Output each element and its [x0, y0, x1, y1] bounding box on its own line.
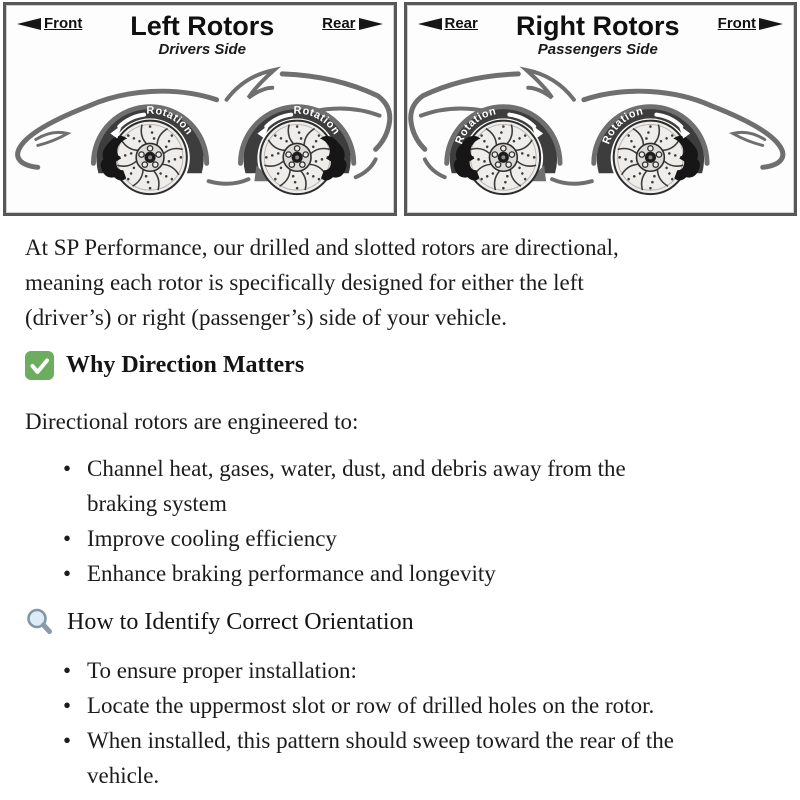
left-panel-header: [6, 5, 394, 58]
article-body: [0, 216, 800, 793]
intro-paragraph: [25, 230, 775, 335]
front-label: [718, 15, 785, 32]
list-item-line: Enhance braking performance and longevity: [87, 561, 496, 586]
list-item: [25, 653, 775, 688]
list-item-line: Locate the uppermost slot or row of drilled holes on the rotor.: [87, 693, 655, 718]
intro-line-1: At SP Performance, our drilled and slotted rotors are directional,: [25, 235, 619, 260]
panel-title: Right Rotors: [516, 11, 680, 41]
bullet-marker: •: [63, 728, 72, 753]
intro-line-3: (driver’s) or right (passenger’s) side of your vehicle.: [25, 305, 508, 330]
panel-title: Left Rotors: [130, 11, 275, 41]
list-item-line: vehicle.: [87, 763, 160, 788]
check-icon: [25, 351, 54, 380]
orientation-steps-list: [25, 653, 775, 793]
list-item: [25, 723, 775, 793]
list-item-line: When installed, this pattern should sweep toward the rear of the: [87, 728, 674, 753]
bullet-marker: •: [63, 658, 72, 683]
right-panel-title-wrap: [516, 12, 679, 58]
rotor-direction-diagram: [0, 0, 800, 216]
bullet-marker: •: [63, 561, 72, 586]
rear-label-text: Rear: [444, 15, 478, 32]
benefits-list: [25, 451, 775, 591]
why-direction-matters-heading: [25, 347, 775, 383]
left-arrow-icon: [15, 17, 41, 31]
rotation-text: Rotation: [146, 104, 196, 138]
front-label-text: Front: [44, 15, 83, 32]
right-arrow-icon: [759, 17, 785, 31]
rotation-text: Rotation: [293, 104, 343, 138]
rear-label-text: Rear: [322, 15, 356, 32]
bullet-marker: •: [63, 693, 72, 718]
left-panel-title-wrap: [130, 12, 274, 58]
magnifier-icon: [25, 607, 55, 637]
bullet-marker: •: [63, 456, 72, 481]
car-diagram-left: [6, 59, 394, 211]
left-arrow-icon: [416, 17, 442, 31]
front-label: [15, 15, 82, 32]
list-item: [25, 556, 775, 591]
list-item: [25, 521, 775, 556]
how-to-identify-heading: [25, 604, 775, 640]
heading-text: How to Identify Correct Orientation: [67, 609, 414, 635]
rotation-text: Rotation: [452, 105, 498, 146]
panel-subtitle: Passengers Side: [537, 41, 658, 59]
car-diagram-right: [407, 59, 795, 211]
right-rotors-panel: [404, 2, 798, 216]
list-item-line: Improve cooling efficiency: [87, 526, 337, 551]
section1-lead: Directional rotors are engineered to:: [25, 409, 359, 434]
rear-label: [322, 15, 384, 32]
left-rotors-panel: [3, 2, 397, 216]
bullet-marker: •: [63, 526, 72, 551]
list-item: [25, 451, 775, 521]
intro-line-2: meaning each rotor is specifically designed for either the left: [25, 270, 584, 295]
right-panel-header: [407, 5, 795, 58]
panel-subtitle: Drivers Side: [158, 41, 246, 59]
rotation-text: Rotation: [599, 105, 645, 146]
list-item-line: To ensure proper installation:: [87, 658, 357, 683]
front-label-text: Front: [717, 15, 756, 32]
right-arrow-icon: [359, 17, 385, 31]
list-item-line: braking system: [87, 491, 227, 516]
rear-label: [416, 15, 478, 32]
list-item-line: Channel heat, gases, water, dust, and debris away from the: [87, 456, 626, 481]
list-item: [25, 688, 775, 723]
heading-text: Why Direction Matters: [66, 352, 305, 378]
